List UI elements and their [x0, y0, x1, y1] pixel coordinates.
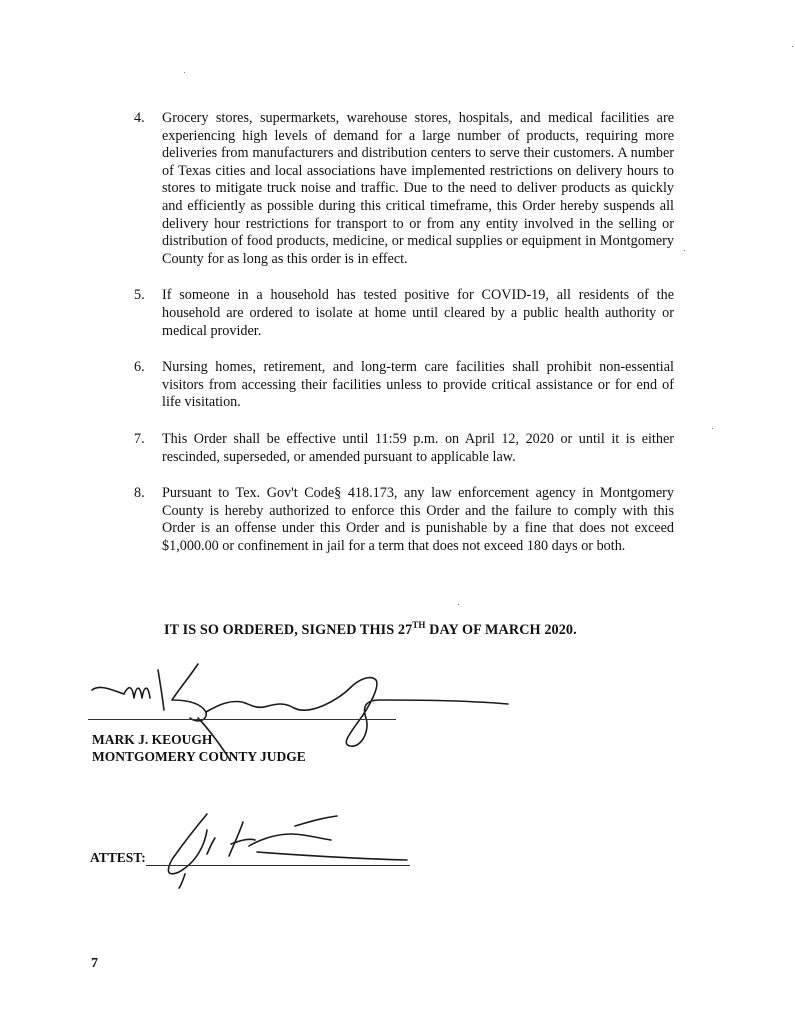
order-item-6: [134, 359, 674, 412]
scan-speck: [712, 428, 713, 429]
ordered-ordinal-suffix: TH: [412, 620, 426, 630]
ordered-text-start: IT IS SO ORDERED, SIGNED THIS 27: [164, 622, 413, 638]
item-number: 8.: [134, 485, 145, 502]
signatory-block: [92, 731, 306, 765]
item-text: Pursuant to Tex. Gov't Code§ 418.173, any law enforcement agency in Montgomery County is hereby authorized to enforce this Order and the failure to comply with this Order is an offense under this Order and is punishable by a fine that does not exceed $1,000.00 or confinement in jail for a term that does not exceed 180 days or both.: [162, 485, 674, 554]
signed-order-statement: [164, 620, 684, 639]
attest-signature-line: [146, 865, 410, 866]
order-items-list: [134, 110, 674, 574]
item-number: 7.: [134, 430, 145, 447]
scan-speck: [458, 604, 459, 605]
item-text: This Order shall be effective until 11:59 p.m. on April 12, 2020 or until it is either rescinded, superseded, or amended pursuant to applicable law.: [162, 430, 674, 465]
item-number: 5.: [134, 287, 145, 304]
order-item-5: [134, 287, 674, 340]
attest-signature: [145, 800, 425, 890]
item-number: 6.: [134, 359, 145, 376]
scan-speck: [792, 46, 793, 47]
scan-speck: [184, 72, 185, 73]
page-number: 7: [91, 956, 98, 971]
scan-speck: [684, 250, 685, 251]
signatory-title: MONTGOMERY COUNTY JUDGE: [92, 749, 306, 764]
attest-label: ATTEST:: [90, 850, 146, 865]
item-text: Nursing homes, retirement, and long-term care facilities shall prohibit non-essential visitors from accessing their facilities unless to provide critical assistance or for end of life visitation.: [162, 359, 674, 411]
order-item-7: [134, 431, 674, 466]
signatory-name: MARK J. KEOUGH: [92, 732, 213, 747]
item-number: 4.: [134, 110, 145, 126]
judge-signature-line: [88, 719, 396, 720]
ordered-text-end: DAY OF MARCH 2020.: [425, 622, 577, 638]
order-item-8: [134, 485, 674, 555]
item-text: If someone in a household has tested positive for COVID-19, all residents of the household are ordered to isolate at home until cleared by a public health authority or medical provider.: [162, 287, 674, 339]
order-item-4: [134, 110, 674, 268]
item-text: Grocery stores, supermarkets, warehouse stores, hospitals, and medical facilities are experiencing high levels of demand for a large number of products, requiring more deliveries from manufacturers and distribution centers to serve their customers. A number of Texas cities and local associations have implemented restrictions on delivery hours to stores to mitigate truck noise and traffic. Due to the need to deliver products as quickly and efficiently as possible during this critical timeframe, this Order hereby suspends all delivery hour restrictions for transport to or from any entity involved in the selling or distribution of food products, medicine, or medical supplies or equipment in Montgomery County for as long as this order is in effect.: [162, 110, 674, 267]
